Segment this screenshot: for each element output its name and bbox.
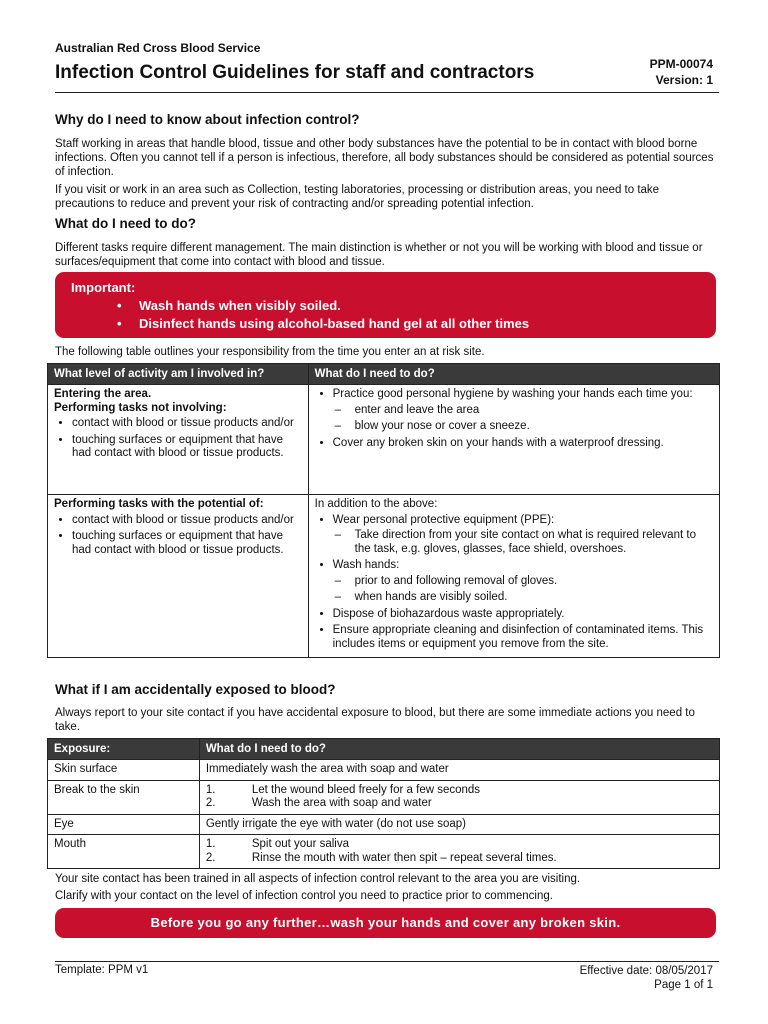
table-intro: The following table outlines your responsibility from the time you enter an at risk site. [55, 346, 485, 358]
paragraph-exposure: Always report to your site contact if you have accidental exposure to blood, but there are some immediate actions you need to take. [55, 707, 695, 733]
action-list [315, 514, 713, 652]
column-header-exposure: Exposure: [48, 739, 200, 760]
important-list [117, 297, 529, 333]
column-header-action: What do I need to do? [199, 739, 719, 760]
activity-cell [48, 495, 309, 658]
action-intro: In addition to the above: [314, 498, 438, 510]
heading-exposure: What if I am accidentally exposed to blood? [55, 682, 336, 697]
list-item-text: Wear personal protective equipment (PPE): [332, 513, 555, 526]
list-item: • Dispose of biohazardous waste appropriately. [333, 608, 713, 622]
table-row [48, 385, 720, 495]
footer-right [580, 964, 713, 992]
step-number: 1. [205, 783, 216, 796]
step [206, 852, 713, 866]
action-cell: Immediately wash the area with soap and water [199, 760, 719, 781]
exposure-table [47, 738, 720, 869]
table-row [48, 780, 720, 814]
table-row [48, 495, 720, 658]
step-text: Rinse the mouth with water then spit – repeat several times. [251, 851, 557, 864]
important-item: • Wash hands when visibly soiled. [117, 297, 529, 315]
exposure-cell: Skin surface [48, 760, 200, 781]
activity-title: Performing tasks with the potential of: [54, 498, 264, 510]
exposure-cell: Mouth [48, 835, 200, 869]
document-id: PPM-00074 [649, 57, 713, 71]
step-number: 1. [205, 838, 216, 850]
closing-banner [55, 908, 716, 938]
sub-list [333, 529, 713, 556]
important-label: Important: [71, 280, 136, 295]
action-cell: Gently irrigate the eye with water (do not use soap) [199, 814, 719, 835]
action-list [315, 388, 713, 450]
table-header-row [48, 364, 720, 385]
paragraph-why-2: If you visit or work in an area such as Collection, testing laboratories, processing or distribution areas, you need to take precautions to reduce and prevent your risk of contracting and/or spreading potential infection. [55, 184, 660, 210]
footer-divider [55, 961, 719, 962]
heading-why: Why do I need to know about infection control? [55, 112, 360, 127]
closing-banner-text: Before you go any further…wash your hands and cover any broken skin. [150, 915, 621, 930]
important-callout [55, 272, 716, 338]
list-item: • contact with blood or tissue products and/or [72, 417, 302, 431]
step [206, 784, 713, 798]
step-number: 2. [205, 851, 216, 864]
organization-name: Australian Red Cross Blood Service [55, 41, 261, 55]
sub-list-item: – enter and leave the area [355, 404, 713, 418]
sub-list-item: – Take direction from your site contact on what is required relevant to the task, e.g. gloves, glasses, face shield, overshoes. [355, 529, 713, 556]
heading-what: What do I need to do? [55, 216, 196, 231]
sub-list [333, 575, 713, 605]
paragraph-why-1: Staff working in areas that handle blood, tissue and other body substances have the potential to be in contact with blood borne infections. Often you cannot tell if a person is infectious, therefore, all body substances should be considered as potential sources of infection. [55, 138, 714, 178]
list-item: • Cover any broken skin on your hands with a waterproof dressing. [333, 437, 713, 451]
step [206, 838, 713, 852]
important-item: • Disinfect hands using alcohol-based hand gel at all other times [117, 315, 529, 333]
sub-list-item: – blow your nose or cover a sneeze. [355, 420, 713, 434]
table-row [48, 835, 720, 869]
closing-paragraph-1: Your site contact has been trained in all aspects of infection control relevant to the area you are visiting. [55, 873, 581, 885]
exposure-cell: Eye [48, 814, 200, 835]
column-header-activity: What level of activity am I involved in? [48, 364, 309, 385]
list-item-text: Practice good personal hygiene by washing your hands each time you: [332, 388, 693, 400]
document-version: Version: 1 [655, 73, 713, 87]
table-row [48, 760, 720, 781]
document-title: Infection Control Guidelines for staff and contractors [55, 62, 535, 83]
sub-list-item: – when hands are visibly soiled. [355, 591, 713, 605]
action-cell [199, 780, 719, 814]
activity-subtitle: Performing tasks not involving: [54, 401, 227, 414]
step [206, 797, 713, 811]
table-row [48, 814, 720, 835]
activity-list [54, 514, 302, 558]
list-item [333, 514, 713, 557]
footer-effective-date: Effective date: 08/05/2017 [579, 965, 713, 977]
action-cell [199, 835, 719, 869]
activity-table [47, 363, 720, 658]
step-text: Spit out your saliva [251, 838, 349, 850]
activity-list [54, 417, 302, 461]
sub-list-item: – prior to and following removal of gloves. [355, 575, 713, 589]
list-item [333, 388, 713, 434]
action-cell [308, 495, 719, 658]
list-item: • touching surfaces or equipment that have had contact with blood or tissue products. [72, 530, 302, 557]
paragraph-what-1: Different tasks require different management. The main distinction is whether or not you will be working with blood and tissue or surfaces/equipment that come into contact with blood and tissue. [55, 242, 703, 268]
column-header-action: What do I need to do? [308, 364, 719, 385]
step-number: 2. [205, 797, 216, 809]
header-divider [55, 92, 719, 93]
step-text: Wash the area with soap and water [251, 797, 432, 809]
closing-paragraph-2: Clarify with your contact on the level of infection control you need to practice prior to commencing. [55, 890, 553, 902]
list-item: • contact with blood or tissue products and/or [72, 514, 302, 528]
footer-template: Template: PPM v1 [55, 964, 149, 976]
step-text: Let the wound bleed freely for a few seconds [251, 783, 481, 796]
exposure-cell: Break to the skin [48, 780, 200, 814]
sub-list [333, 404, 713, 434]
list-item: • touching surfaces or equipment that have had contact with blood or tissue products. [72, 434, 302, 461]
activity-cell [48, 385, 309, 495]
table-header-row [48, 739, 720, 760]
list-item-text: Wash hands: [332, 559, 400, 571]
list-item [333, 559, 713, 605]
footer-page-number: Page 1 of 1 [654, 979, 713, 991]
activity-title: Entering the area. [54, 388, 152, 400]
document-id-block [650, 56, 713, 88]
list-item: • Ensure appropriate cleaning and disinfection of contaminated items. This includes items or equipment you remove from the site. [333, 624, 713, 651]
action-cell [308, 385, 719, 495]
